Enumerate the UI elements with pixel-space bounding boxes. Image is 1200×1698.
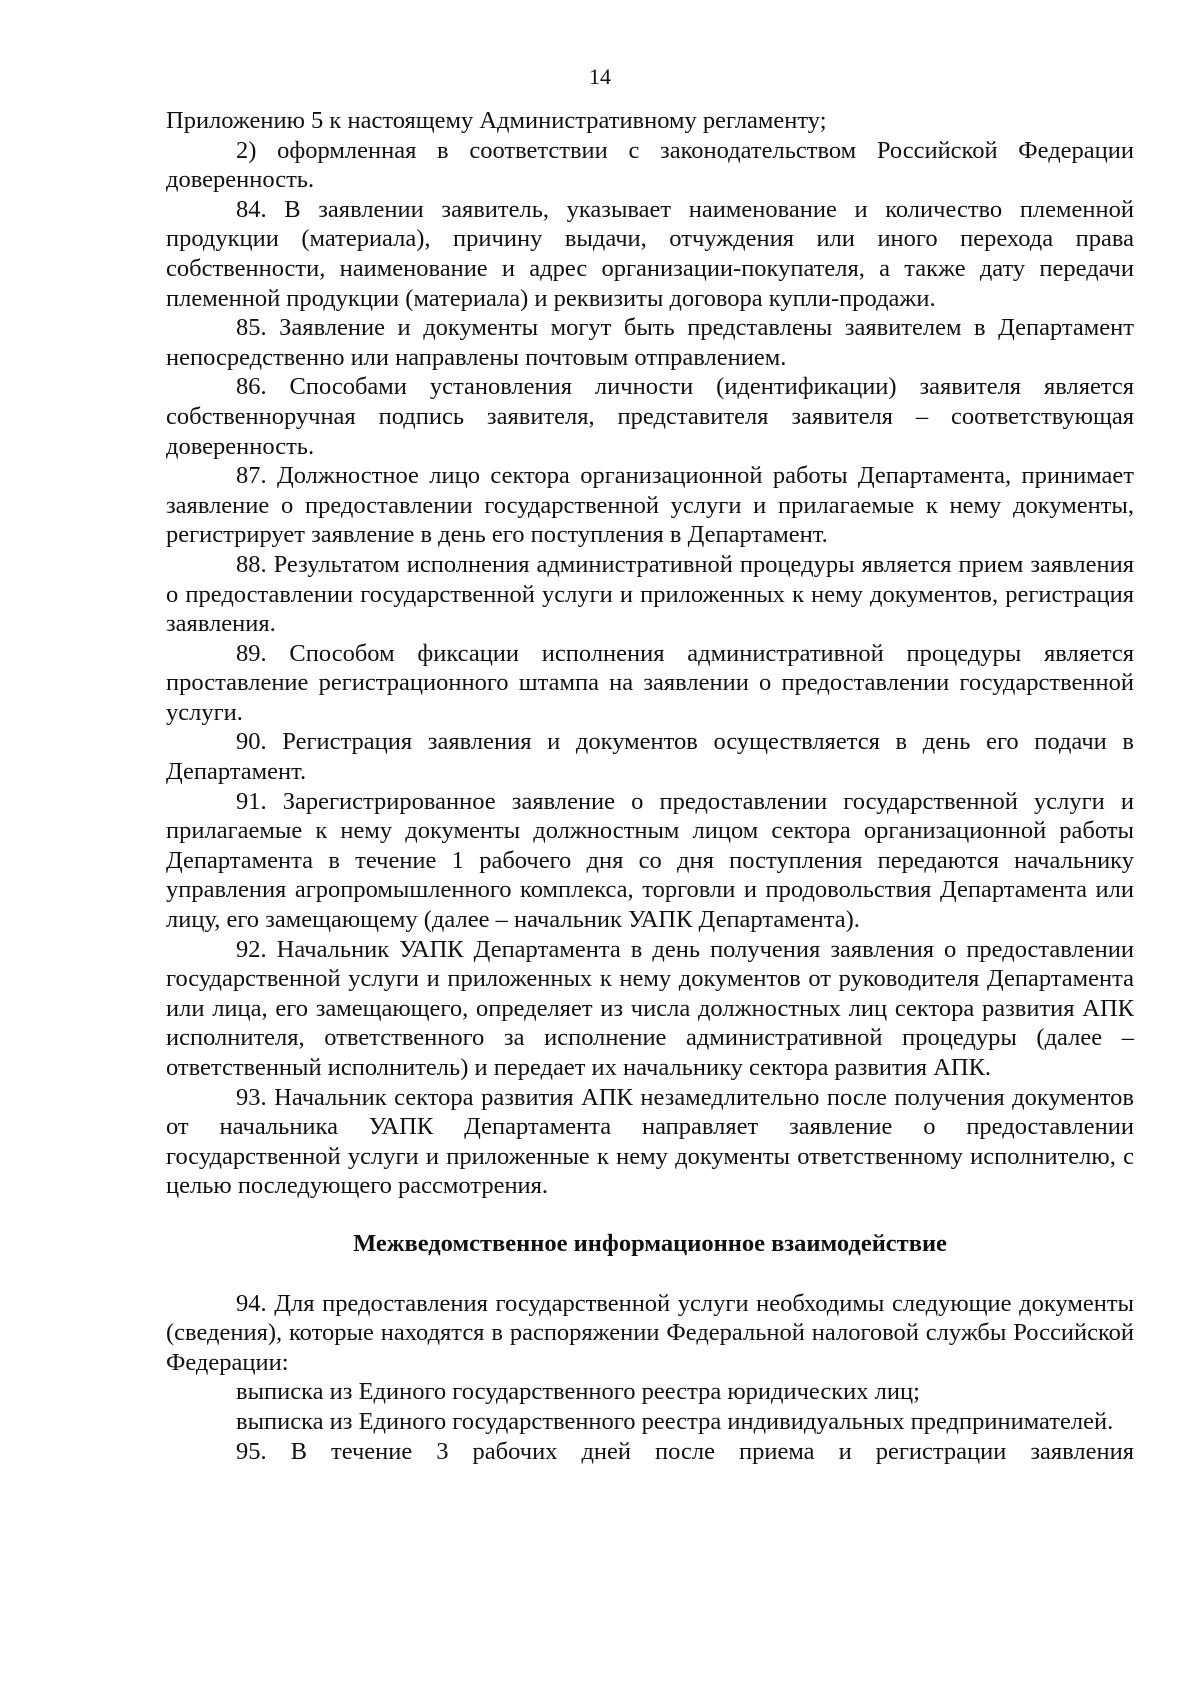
paragraph-90: 90. Регистрация заявления и документов осуществляется в день его подачи в Департамент. [166, 728, 1134, 786]
paragraph-84: 84. В заявлении заявитель, указывает наименование и количество племенной продукции (материала), причину выдачи, отчуждения или иного перехода права собственности, наименование и адрес организации-покупателя, а также дату передачи племенной продукции (материала) и реквизиты договора купли-продажи. [166, 195, 1134, 312]
paragraph-89: 89. Способом фиксации исполнения административной процедуры является проставление регистрационного штампа на заявлении о предоставлении государственной услуги. [166, 639, 1134, 726]
paragraph-92: 92. Начальник УАПК Департамента в день получения заявления о предоставлении государственной услуги и приложенных к нему документов от руководителя Департамента или лица, его замещающего, определяет из числа должностных лиц сектора развития АПК исполнителя, ответственного за исполнение административной процедуры (далее – ответственный исполнитель) и передает их начальнику сектора развития АПК. [166, 935, 1134, 1081]
section-heading: Межведомственное информационное взаимодействие [353, 1229, 947, 1257]
paragraph-87: 87. Должностное лицо сектора организационной работы Департамента, принимает заявление о предоставлении государственной услуги и прилагаемые к нему документы, регистрирует заявление в день его поступления в Департамент. [166, 462, 1134, 549]
paragraph-95: 95. В течение 3 рабочих дней после приема и регистрации заявления [236, 1437, 1134, 1465]
list-item-egrip: выписка из Единого государственного реестра индивидуальных предпринимателей. [236, 1407, 1114, 1435]
paragraph-item-2: 2) оформленная в соответствии с законодательством Российской Федерации доверенность. [166, 136, 1134, 194]
paragraph-85: 85. Заявление и документы могут быть представлены заявителем в Департамент непосредственно или направлены почтовым отправлением. [166, 314, 1134, 371]
page-number: 14 [589, 64, 611, 89]
paragraph-88: 88. Результатом исполнения административной процедуры является прием заявления о предоставлении государственной услуги и приложенных к нему документов, регистрация заявления. [166, 550, 1134, 638]
paragraph-continuation: Приложению 5 к настоящему Административному регламенту; [166, 107, 827, 134]
paragraph-86: 86. Способами установления личности (идентификации) заявителя является собственноручная подпись заявителя, представителя заявителя – соответствующая доверенность. [166, 373, 1134, 460]
list-item-egrul: выписка из Единого государственного реестра юридических лиц; [236, 1378, 920, 1406]
document-body [166, 106, 1134, 1466]
paragraph-94: 94. Для предоставления государственной услуги необходимы следующие документы (сведения), которые находятся в распоряжении Федеральной налоговой службы Российской Федерации: [166, 1289, 1134, 1376]
paragraph-93: 93. Начальник сектора развития АПК незамедлительно после получения документов от начальника УАПК Департамента направляет заявление о предоставлении государственной услуги и приложенные к нему документы ответственному исполнителю, с целью последующего рассмотрения. [166, 1083, 1134, 1200]
paragraph-91: 91. Зарегистрированное заявление о предоставлении государственной услуги и прилагаемые к нему документы должностным лицом сектора организационной работы Департамента в течение 1 рабочего дня со дня поступления передаются начальнику управления агропромышленного комплекса, торговли и продовольствия Департамента или лицу, его замещающему (далее – начальник УАПК Департамента). [166, 787, 1134, 934]
